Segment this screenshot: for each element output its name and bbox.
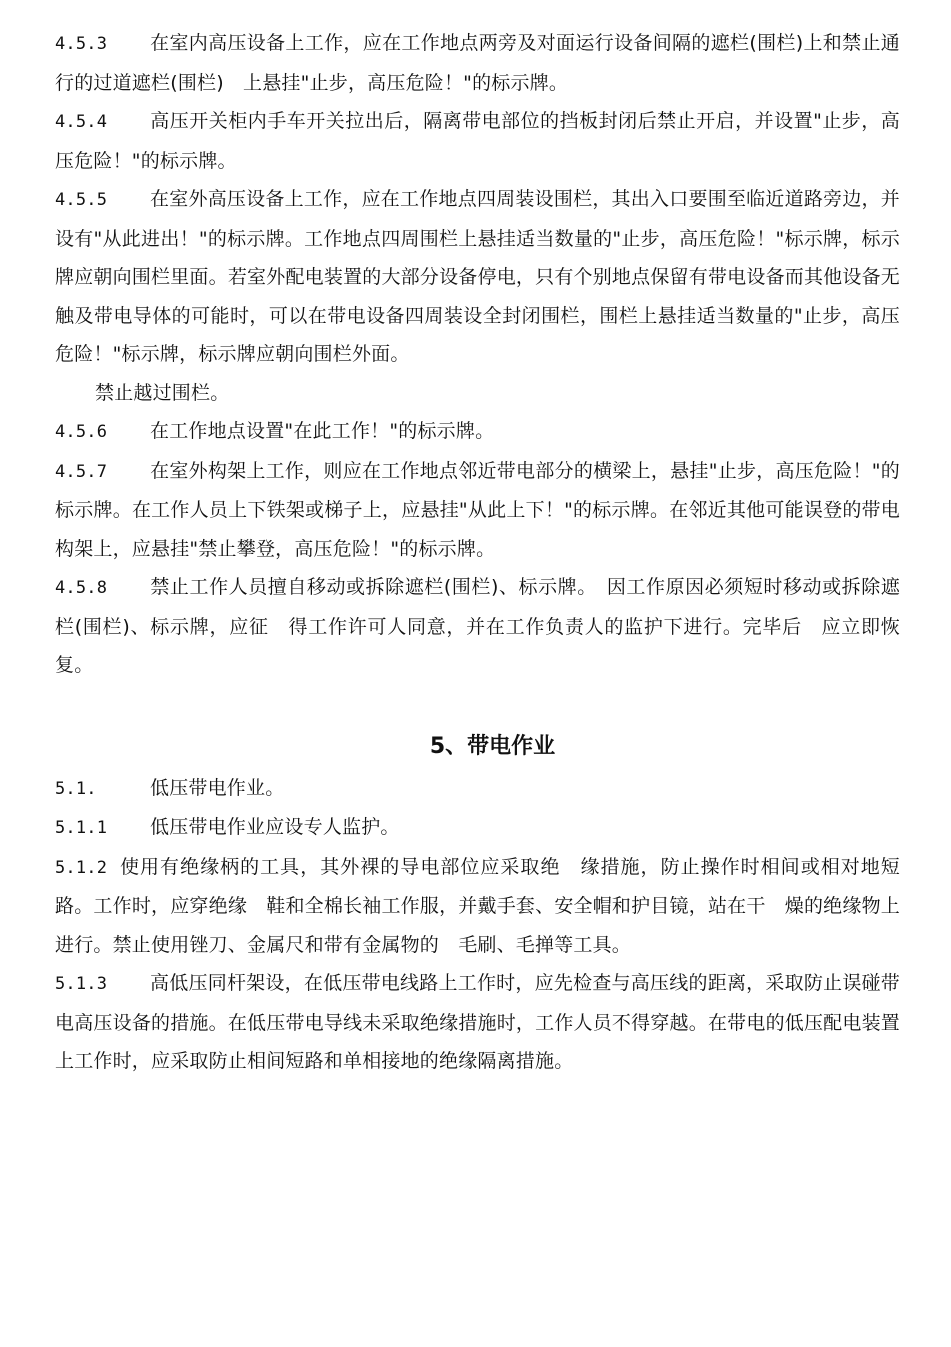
clause-number: 4.5.3 (55, 34, 108, 54)
clause-text: 禁止工作人员擅自移动或拆除遮栏(围栏)、标示牌。 因工作原因必须短时移动或拆除遮栏(围栏)、标示牌，应征 得工作许可人同意，并在工作负责人的监护下进行。完毕后 应立即恢复。 (55, 576, 900, 676)
clause-4-5-8 (55, 568, 900, 685)
clause-number: 5.1.1 (55, 818, 108, 838)
clause-5-1-1 (55, 808, 900, 848)
clause-4-5-5 (55, 180, 900, 374)
clause-number: 4.5.8 (55, 578, 108, 598)
clause-text: 禁止越过围栏。 (95, 381, 230, 404)
clause-number: 4.5.5 (55, 190, 108, 210)
clause-text: 低压带电作业。 (150, 776, 285, 799)
clause-4-5-4 (55, 102, 900, 180)
section-heading: 5、带电作业 (429, 733, 556, 759)
clause-text: 高压开关柜内手车开关拉出后，隔离带电部位的挡板封闭后禁止开启，并设置"止步，高压危险！"的标示牌。 (55, 110, 900, 172)
clause-text: 在室外构架上工作，则应在工作地点邻近带电部分的横梁上，悬挂"止步，高压危险！"的标示牌。在工作人员上下铁架或梯子上，应悬挂"从此上下！"的标示牌。在邻近其他可能误登的带电构架上，应悬挂"禁止攀登，高压危险！"的标示牌。 (55, 459, 900, 560)
clause-number: 5.1.3 (55, 974, 108, 994)
clause-4-5-6 (55, 412, 900, 452)
clause-number: 4.5.7 (55, 461, 108, 482)
clause-number: 5.1.2 (55, 857, 108, 878)
clause-text: 在室外高压设备上工作，应在工作地点四周装设围栏，其出入口要围至临近道路旁边，并设有"从此进出！"的标示牌。工作地点四周围栏上悬挂适当数量的"止步，高压危险！"标示牌，标示牌应朝向围栏里面。若室外配电装置的大部分设备停电，只有个别地点保留有带电设备而其他设备无触及带电导体的可能时，可以在带电设备四周装设全封闭围栏，围栏上悬挂适当数量的"止步，高压危险！"标示牌，标示牌应朝向围栏外面。 (55, 188, 900, 365)
clause-text: 低压带电作业应设专人监护。 (150, 816, 400, 838)
clause-5-1-3 (55, 964, 900, 1081)
clause-number: 4.5.6 (55, 422, 108, 442)
clause-number: 4.5.4 (55, 112, 108, 132)
clause-number: 5.1. (55, 778, 97, 799)
clause-text: 高低压同杆架设，在低压带电线路上工作时，应先检查与高压线的距离，采取防止误碰带电高压设备的措施。在低压带电导线未采取绝缘措施时，工作人员不得穿越。在带电的低压配电装置上工作时，应采取防止相间短路和单相接地的绝缘隔离措施。 (55, 972, 900, 1072)
clause-4-5-3 (55, 24, 900, 102)
clause-text: 在工作地点设置"在此工作！"的标示牌。 (150, 420, 495, 442)
clause-4-5-7 (55, 452, 900, 569)
clause-text: 使用有绝缘柄的工具，其外裸的导电部位应采取绝 缘措施，防止操作时相间或相对地短路。工作时，应穿绝缘 鞋和全棉长袖工作服，并戴手套、安全帽和护目镜，站在干 燥的绝缘物上进行。禁止使用锉刀、金属尺和带有金属物的 毛刷、毛掸等工具。 (55, 855, 900, 956)
clause-5-1 (55, 769, 900, 809)
clause-4-5-5-note (55, 374, 900, 413)
clause-5-1-2 (55, 848, 900, 965)
section-spacer (55, 685, 900, 727)
clause-text: 在室内高压设备上工作，应在工作地点两旁及对面运行设备间隔的遮栏(围栏)上和禁止通行的过道遮栏(围栏) 上悬挂"止步，高压危险！"的标示牌。 (55, 32, 900, 94)
document-page (55, 24, 900, 1081)
